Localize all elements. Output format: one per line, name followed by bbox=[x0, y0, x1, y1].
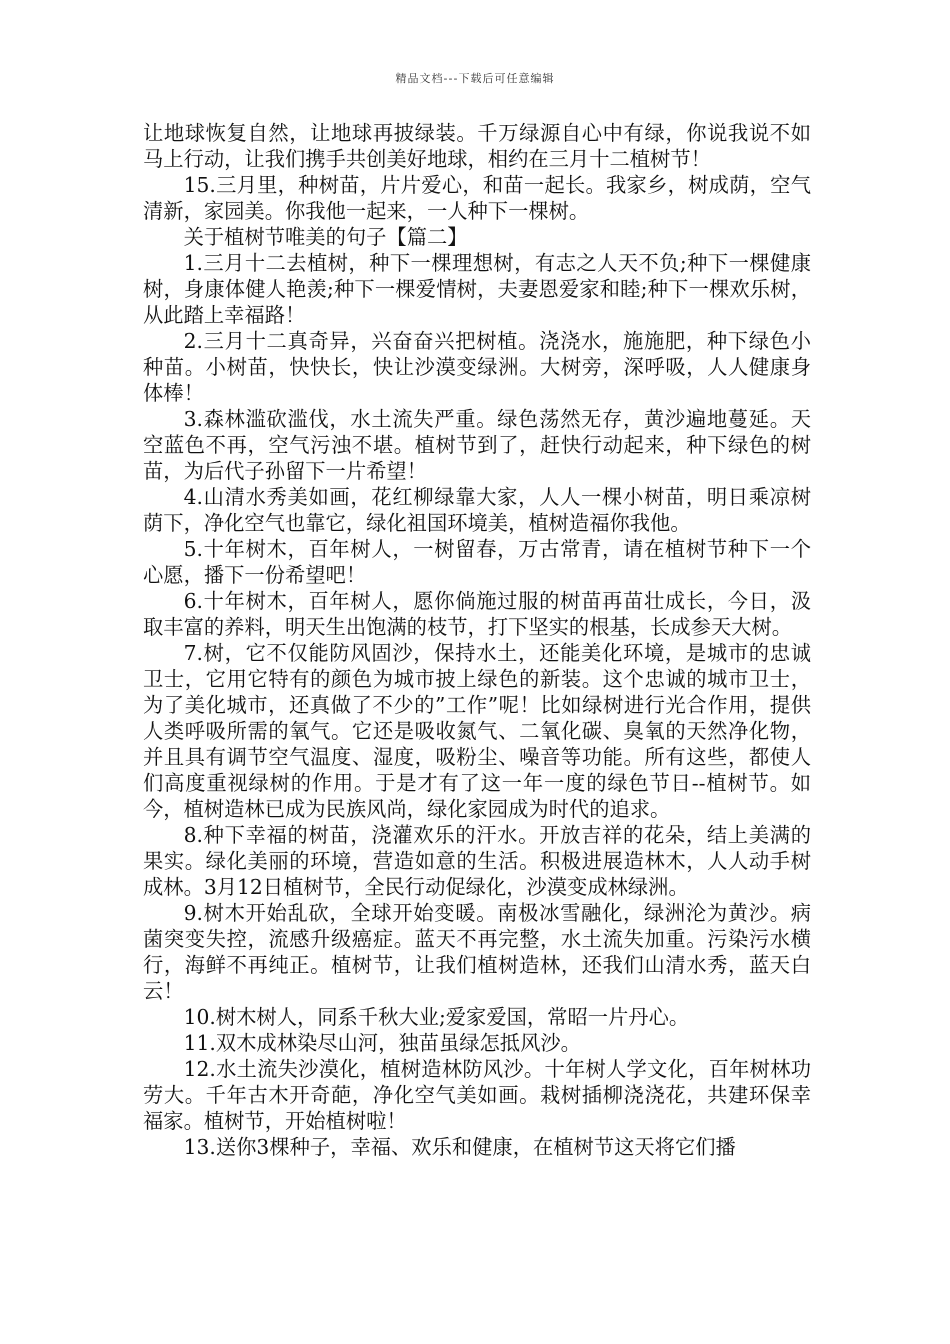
paragraph: 7.树，它不仅能防风固沙，保持水土，还能美化环境，是城市的忠诚卫士，它用它特有的颜色为城市披上绿色的新装。这个忠诚的城市卫士，为了美化城市，还真做了不少的”工作”呢！比如绿树进行光合作用，提供人类呼吸所需的氧气。它还是吸收氮气、二氧化碳、臭氧的天然净化物，并且具有调节空气温度、湿度，吸粉尘、噪音等功能。所有这些，都使人们高度重视绿树的作用。于是才有了这一年一度的绿色节日--植树节。如今，植树造林已成为民族风尚，绿化家园成为时代的追求。 bbox=[143, 641, 811, 821]
paragraph: 1.三月十二去植树，种下一棵理想树，有志之人天不负;种下一棵健康树，身康体健人艳羡;种下一棵爱情树，夫妻恩爱家和睦;种下一棵欢乐树，从此踏上幸福路！ bbox=[143, 251, 811, 327]
paragraph: 12.水土流失沙漠化，植树造林防风沙。十年树人学文化，百年树林功劳大。千年古木开奇葩，净化空气美如画。栽树插柳浇浇花，共建环保幸福家。植树节，开始植树啦！ bbox=[143, 1057, 811, 1133]
paragraph: 11.双木成林染尽山河，独苗虽绿怎抵风沙。 bbox=[183, 1031, 581, 1055]
page-header: 精品文档---下载后可任意编辑 bbox=[395, 72, 555, 85]
paragraph: 10.树木树人，同系千秋大业;爱家爱国，常昭一片丹心。 bbox=[183, 1005, 690, 1029]
paragraph: 15.三月里，种树苗，片片爱心，和苗一起长。我家乡，树成荫，空气清新，家园美。你我他一起来，一人种下一棵树。 bbox=[143, 173, 811, 223]
paragraph: 让地球恢复自然，让地球再披绿装。千万绿源自心中有绿，你说我说不如马上行动，让我们携手共创美好地球，相约在三月十二植树节！ bbox=[143, 121, 811, 171]
paragraph: 4.山清水秀美如画，花红柳绿靠大家，人人一棵小树苗，明日乘凉树荫下，净化空气也靠它，绿化祖国环境美，植树造福你我他。 bbox=[143, 485, 811, 535]
paragraph: 2.三月十二真奇异，兴奋奋兴把树植。浇浇水，施施肥，种下绿色小种苗。小树苗，快快长，快让沙漠变绿洲。大树旁，深呼吸，人人健康身体棒！ bbox=[143, 329, 811, 405]
paragraph: 6.十年树木，百年树人，愿你倘施过服的树苗再苗壮成长，今日，汲取丰富的养料，明天生出饱满的枝节，打下坚实的根基，长成参天大树。 bbox=[143, 589, 811, 639]
paragraph: 13.送你3棵种子，幸福、欢乐和健康，在植树节这天将它们播 bbox=[183, 1135, 736, 1159]
document-body bbox=[143, 120, 811, 1160]
paragraph: 9.树木开始乱砍，全球开始变暖。南极冰雪融化，绿洲沦为黄沙。病菌突变失控，流感升级癌症。蓝天不再完整，水土流失加重。污染污水横行，海鲜不再纯正。植树节，让我们植树造林，还我们山清水秀，蓝天白云！ bbox=[143, 901, 811, 1003]
paragraph: 8.种下幸福的树苗，浇灌欢乐的汗水。开放吉祥的花朵，结上美满的果实。绿化美丽的环境，营造如意的生活。积极进展造林木，人人动手树成林。3月12日植树节，全民行动促绿化，沙漠变成林绿洲。 bbox=[143, 823, 811, 899]
paragraph: 3.森林滥砍滥伐，水土流失严重。绿色荡然无存，黄沙遍地蔓延。天空蓝色不再，空气污浊不堪。植树节到了，赶快行动起来，种下绿色的树苗，为后代子孙留下一片希望！ bbox=[143, 407, 811, 483]
paragraph: 5.十年树木，百年树人，一树留春，万古常青，请在植树节种下一个心愿，播下一份希望吧！ bbox=[143, 537, 811, 587]
section-heading: 关于植树节唯美的句子【篇二】 bbox=[183, 225, 468, 249]
